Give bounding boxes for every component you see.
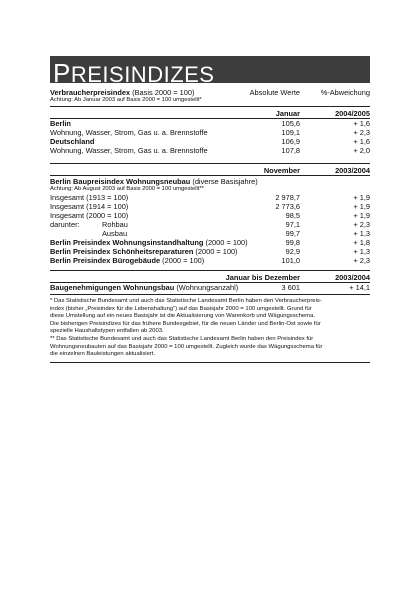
page-title: PREISINDIZES: [53, 58, 215, 88]
genehm-period-row: [50, 273, 370, 282]
vpi-period: Januar: [275, 109, 300, 118]
vpi-period-row: [50, 109, 370, 118]
darunter-label: darunter:: [50, 220, 80, 229]
footnote-line: * Das Statistische Bundesamt und auch das Statistische Landesamt Berlin haben den Verbraucherpreis-: [50, 298, 322, 304]
bau-heading: Berlin Baupreisindex Wohnungsneubau: [50, 177, 191, 186]
title-bar: [50, 56, 370, 88]
divider: [50, 362, 370, 363]
table-row: Wohnung, Wasser, Strom, Gas u. a. Brennstoffe 107,8 + 2,0: [50, 146, 370, 155]
footnote-line: diese Umstellung auf ein neues Basisjahr ist die Aktualisierung von Warenkorb und Wägungsschema.: [50, 313, 316, 320]
footnote-line: Wohnungsneubauten auf das Basisjahr 2000 = 100 umgestellt. Zugleich wurde das Wägungsschema für: [50, 343, 323, 350]
bau-heading-row: Berlin Baupreisindex Wohnungsneubau (diverse Basisjahre): [50, 177, 258, 186]
genehm-compare: 2003/2004: [335, 273, 370, 282]
table-row: Insgesamt (1913 = 100) 2 978,7 + 1,9: [50, 193, 370, 202]
bau-period: November: [263, 166, 300, 175]
divider: [50, 294, 370, 295]
footnote-line: index (bisher „Preisindex für die Lebenshaltung“) auf das Basisjahr 2000 = 100 umgestellt. Grund für: [50, 305, 312, 312]
table-row: Insgesamt (1914 = 100) 2 773,6 + 1,9: [50, 202, 370, 211]
table-row: Berlin Preisindex Wohnungsinstandhaltung (2000 = 100) 99,8 + 1,8: [50, 238, 370, 247]
vpi-heading-row: [50, 88, 370, 97]
footnote-line: Die bisherigen Preisindizes für das frühere Bundesgebiet, für die neuen Länder und Berlin-Ost sowie für: [50, 320, 321, 327]
table-row: Berlin Preisindex Schönheitsreparaturen (2000 = 100) 92,9 + 1,3: [50, 247, 370, 256]
footnote-line: spezielle Haushaltstypen entfallen ab 2003.: [50, 328, 164, 335]
price-index-page: [50, 56, 370, 363]
footnote-line: die einzelnen Bauleistungen aktualisiert.: [50, 351, 156, 358]
vpi-heading: Verbraucherpreisindex: [50, 88, 131, 97]
footnote-line: ** Das Statistische Bundesamt und auch das Statistische Landesamt Berlin haben den Preisindex für: [50, 335, 314, 342]
bau-note: Achtung: Ab August 2003 auf Basis 2000 = 100 umgestellt**: [50, 186, 204, 192]
bau-compare: 2003/2004: [335, 166, 370, 175]
divider: [50, 163, 370, 164]
footnotes: [50, 298, 370, 359]
bau-period-row: [50, 166, 370, 175]
table-row: Berlin Preisindex Bürogebäude (2000 = 100) 101,0 + 2,3: [50, 256, 370, 265]
table-row: Berlin 105,6 + 1,6: [50, 119, 370, 128]
divider: [50, 175, 370, 176]
col-absolute-header: Absolute Werte: [249, 88, 300, 97]
table-row: Deutschland 106,9 + 1,6: [50, 137, 370, 146]
vpi-compare: 2004/2005: [335, 109, 370, 118]
vpi-heading-base: (Basis 2000 = 100): [130, 88, 195, 97]
divider: [50, 270, 370, 271]
genehm-period: Januar bis Dezember: [225, 273, 300, 282]
table-row: Ausbau 99,7 + 1,3: [102, 229, 370, 238]
table-row: darunter: Rohbau 97,1 + 2,3: [50, 220, 370, 229]
table-row: Wohnung, Wasser, Strom, Gas u. a. Brennstoffe 109,1 + 2,3: [50, 128, 370, 137]
divider: [50, 106, 370, 107]
vpi-note: Achtung: Ab Januar 2003 auf Basis 2000 = 100 umgestellt*: [50, 97, 202, 103]
table-row: Baugenehmigungen Wohnungsbau (Wohnungsanzahl) 3 601 + 14,1: [50, 283, 370, 292]
col-percent-header: %-Abweichung: [320, 88, 370, 97]
table-row: Insgesamt (2000 = 100) 98,5 + 1,9: [50, 211, 370, 220]
